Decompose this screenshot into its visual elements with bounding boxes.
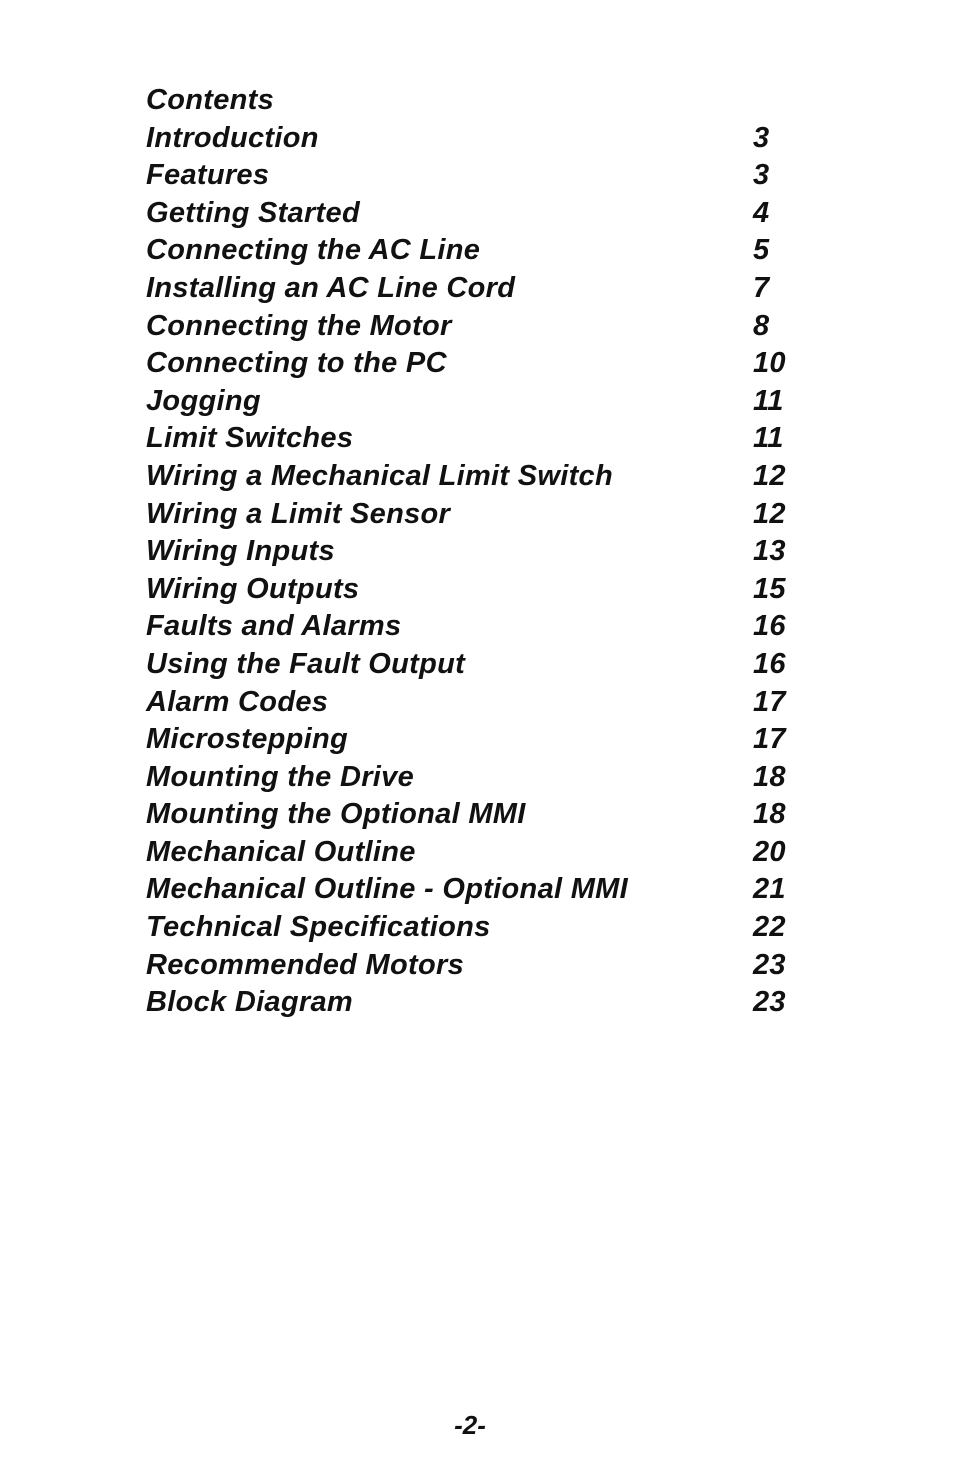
toc-entry-label: Jogging	[146, 384, 261, 417]
toc-entry	[146, 796, 826, 834]
toc-entry-label: Connecting the AC Line	[146, 234, 481, 267]
toc-entry-page: 11	[753, 384, 784, 417]
toc-entry-page: 7	[753, 271, 770, 304]
toc-entry-label: Recommended Motors	[146, 948, 464, 981]
toc-entry	[146, 909, 826, 947]
toc-entry-label: Wiring Inputs	[146, 535, 335, 568]
toc-entry-page: 20	[753, 835, 786, 868]
toc-entry	[146, 270, 826, 308]
toc-entry-page: 23	[753, 986, 786, 1019]
table-of-contents	[146, 82, 826, 1022]
toc-entry-page: 16	[753, 610, 786, 643]
toc-entry-page: 23	[753, 948, 786, 981]
toc-entry	[146, 496, 826, 534]
toc-entry-page: 22	[753, 911, 786, 944]
toc-entry-page: 8	[753, 309, 770, 342]
toc-entry-page: 18	[753, 760, 786, 793]
toc-entry-page: 12	[753, 497, 786, 530]
toc-entry	[146, 646, 826, 684]
toc-entry	[146, 345, 826, 383]
toc-entry-label: Wiring a Mechanical Limit Switch	[146, 459, 613, 492]
toc-entry-label: Installing an AC Line Cord	[146, 271, 516, 304]
toc-entry-label: Faults and Alarms	[146, 610, 402, 643]
toc-entry-label: Mounting the Drive	[146, 760, 414, 793]
toc-entry-label: Features	[146, 159, 270, 192]
toc-entry-label: Connecting to the PC	[146, 347, 447, 380]
toc-entry-page: 21	[753, 873, 786, 906]
toc-entry	[146, 984, 826, 1022]
toc-entry-label: Wiring a Limit Sensor	[146, 497, 451, 530]
toc-entry-label: Mounting the Optional MMI	[146, 798, 526, 831]
toc-entry-page: 11	[753, 422, 784, 455]
toc-entry-label: Limit Switches	[146, 422, 354, 455]
toc-entry	[146, 458, 826, 496]
toc-entry-label: Mechanical Outline - Optional MMI	[146, 873, 628, 906]
toc-entry	[146, 420, 826, 458]
toc-entry	[146, 608, 826, 646]
toc-entry	[146, 533, 826, 571]
toc-entry-page: 15	[753, 572, 786, 605]
toc-entry	[146, 157, 826, 195]
toc-entry	[146, 721, 826, 759]
toc-entry-label: Using the Fault Output	[146, 647, 466, 680]
toc-entry	[146, 232, 826, 270]
toc-entry	[146, 571, 826, 609]
toc-entry-label: Getting Started	[146, 196, 360, 229]
toc-entry-page: 3	[753, 121, 770, 154]
toc-entry-page: 5	[753, 234, 770, 267]
toc-entry	[146, 308, 826, 346]
toc-entry-page: 10	[753, 347, 786, 380]
toc-entry-label: Mechanical Outline	[146, 835, 416, 868]
toc-entry	[146, 834, 826, 872]
toc-entry	[146, 684, 826, 722]
toc-entry-label: Microstepping	[146, 723, 349, 756]
toc-entry	[146, 871, 826, 909]
toc-entry-page: 4	[753, 196, 770, 229]
toc-entry	[146, 383, 826, 421]
toc-entry-page: 18	[753, 798, 786, 831]
toc-entry-label: Connecting the Motor	[146, 309, 452, 342]
toc-entry	[146, 195, 826, 233]
toc-entry-label: Alarm Codes	[146, 685, 329, 718]
toc-entry-page: 17	[753, 723, 786, 756]
toc-entry-label: Wiring Outputs	[146, 572, 360, 605]
toc-entry	[146, 947, 826, 985]
toc-entry-label: Introduction	[146, 121, 319, 154]
contents-heading: Contents	[146, 84, 275, 116]
toc-entry-label: Technical Specifications	[146, 911, 491, 944]
toc-entry-label: Block Diagram	[146, 986, 353, 1019]
toc-entry-page: 12	[753, 459, 786, 492]
toc-entry-page: 16	[753, 647, 786, 680]
toc-entry	[146, 120, 826, 158]
toc-entry-page: 17	[753, 685, 786, 718]
toc-entry	[146, 759, 826, 797]
page-number: -2-	[454, 1410, 486, 1440]
toc-entry-page: 3	[753, 159, 770, 192]
toc-entry-page: 13	[753, 535, 786, 568]
